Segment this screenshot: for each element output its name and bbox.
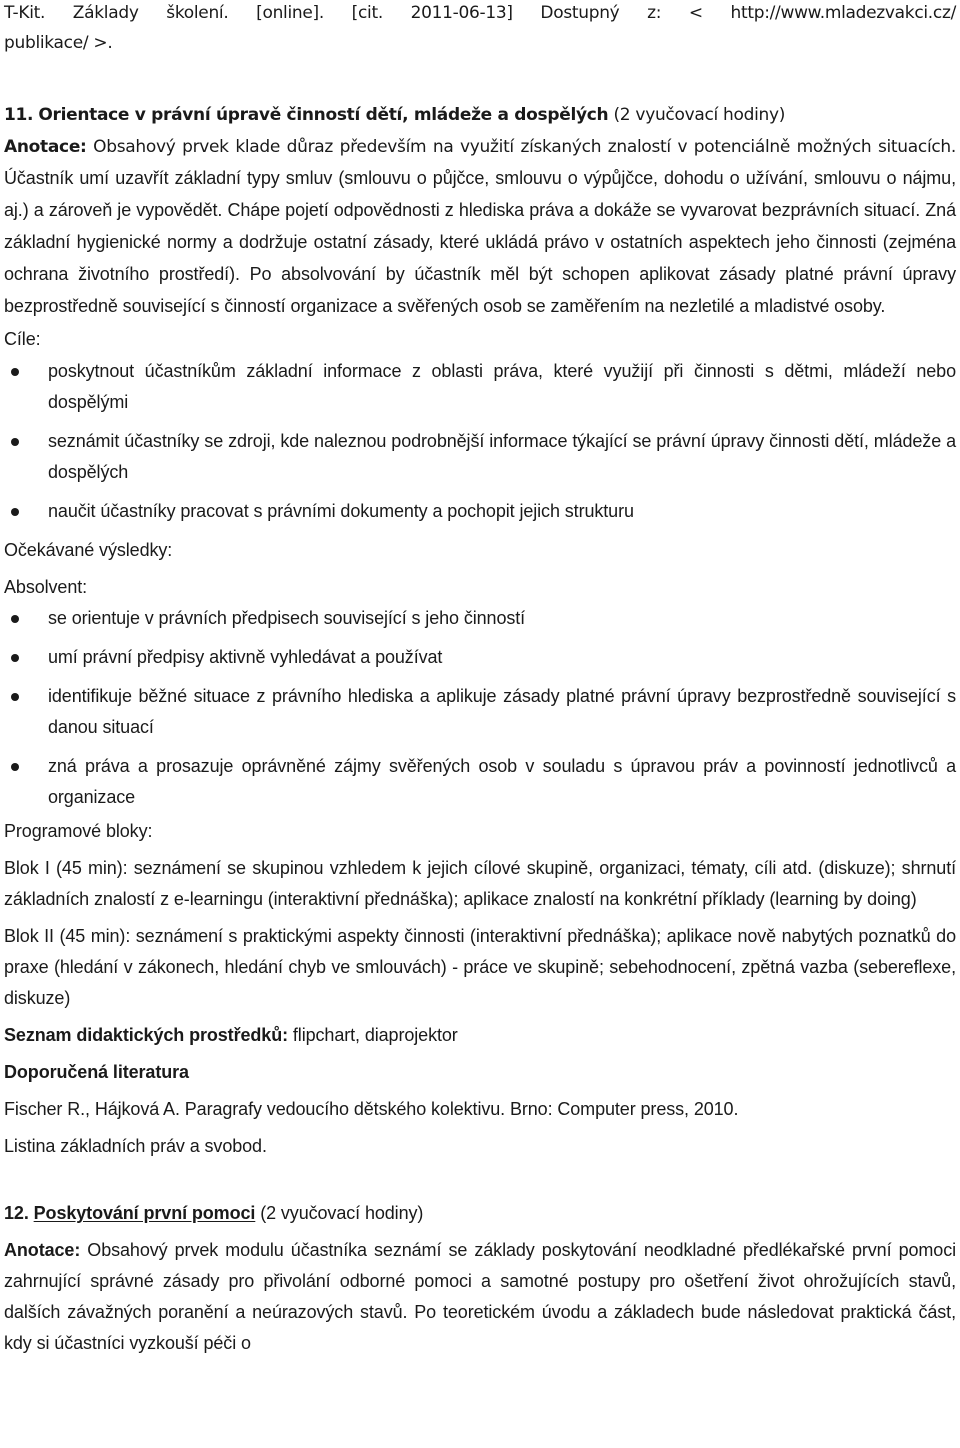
annotation-body-2: Zná základní hygienické normy a dodržuje ostatní zásady, které ukládá právo v ostatních aspektech jeho činnosti (zejména ochrana životního prostředí). Po absolvování by účastník měl být schopen aplikovat zásady platné právní úpravy bezprostředně související s činností organizace a svěřených osob se zaměřením na nezletilé a mladistvé osoby. [4,200,956,316]
list-item [4,496,956,527]
literature-item: Fischer R., Hájková A. Paragrafy vedoucího dětského kolektivu. Brno: Computer press, 2010. [4,1099,739,1119]
section-12-annotation [4,1235,956,1359]
list-item [4,751,956,813]
section-12-duration: (2 vyučovací hodiny) [255,1203,424,1223]
section-11-heading [4,100,956,131]
annotation-intro: Obsahový prvek klade důraz především na využití získaných znalostí v potenciálně možných situacích. [86,137,956,157]
program-blocks-label: Programové bloky: [4,821,153,841]
reference-line-2: publikace/ >. [4,33,113,53]
section-11-duration: (2 vyučovací hodiny) [608,105,786,125]
outcome-text: umí právní předpisy aktivně vyhledávat a používat [48,647,443,667]
outcomes-list [4,603,956,813]
list-item [4,603,956,634]
outcomes-label: Očekávané výsledky: [4,540,173,560]
goals-label: Cíle: [4,329,41,349]
list-item [4,356,956,418]
annotation-label: Anotace: [4,137,87,157]
section-11-number: 11. [4,105,34,125]
program-block-2: Blok II (45 min): seznámení s praktickými aspekty činnosti (interaktivní přednáška); aplikace nově nabytých poznatků do praxe (hledání v zákonech, hledání chyb ve smlouvách) - práce ve skupině; sebehodnocení, zpětná vazba (sebereflexe, diskuze) [4,926,956,1008]
reference-citation [4,0,956,58]
annotation-label: Anotace: [4,1240,81,1260]
list-item [4,681,956,743]
bullet-icon [11,615,19,623]
reference-line-1: T-Kit. Základy školení. [online]. [cit. 2011-06-13] Dostupný z: < http://www.mladezvakci.cz/ [4,3,956,23]
section-11-annotation [4,131,956,323]
annotation-body: Obsahový prvek modulu účastníka seznámí se základy poskytování neodkladné předlékařské první pomoci zahrnující správné zásady pro přivolání odborné pomoci a samotné postupy pro ošetření život ohrožujících stavů, dalších závažných poranění a neúrazových stavů. Po teoretickém úvodu a základech bude následovat praktická část, kdy si účastníci vyzkouší péči o [4,1240,956,1353]
outcome-text: zná práva a prosazuje oprávněné zájmy svěřených osob v souladu s úpravou práv a povinností jednotlivců a organizace [48,756,956,807]
bullet-icon [11,438,19,446]
didactic-tools [4,1020,956,1051]
list-item [4,642,956,673]
outcome-text: identifikuje běžné situace z právního hlediska a aplikuje zásady platné právní úpravy bezprostředně související s danou situací [48,686,956,737]
bullet-icon [11,654,19,662]
literature-item: Listina základních práv a svobod. [4,1136,267,1156]
program-block-1: Blok I (45 min): seznámení se skupinou vzhledem k jejich cílové skupině, organizaci, tématy, cíli atd. (diskuze); shrnutí základních znalostí z e-learningu (interaktivní přednáška); aplikace znalostí na konkrétní příklady (learning by doing) [4,858,956,909]
goal-text: poskytnout účastníkům základní informace z oblasti práva, které využijí při činnosti s dětmi, mládeží nebo dospělými [48,361,956,412]
graduate-label: Absolvent: [4,577,88,597]
outcome-text: se orientuje v právních předpisech související s jeho činností [48,608,526,628]
goal-text: seznámit účastníky se zdroji, kde naleznou podrobnější informace týkající se právní úpravy činnosti dětí, mládeže a dospělých [48,431,956,482]
didactic-tools-value: flipchart, diaprojektor [288,1025,458,1045]
goal-text: naučit účastníky pracovat s právními dokumenty a pochopit jejich strukturu [48,501,634,521]
section-11-title: Orientace v právní úpravě činností dětí, mládeže a dospělých [38,105,609,125]
document-page [4,0,956,1359]
annotation-body: Účastník umí uzavřít základní typy smluv (smlouvu o půjčce, smlouvu o výpůjčce, dohodu o užívání, smlouvu o nájmu, aj.) a zároveň je vypovědět. Chápe pojetí odpovědnosti z hlediska práva a dokáže se vyvarovat bezprávních situací. [4,168,956,220]
goals-list [4,356,956,527]
section-12-title: Poskytování první pomoci [33,1203,256,1223]
list-item [4,426,956,488]
literature-label: Doporučená literatura [4,1062,189,1082]
bullet-icon [11,368,19,376]
didactic-tools-label: Seznam didaktických prostředků: [4,1025,288,1045]
bullet-icon [11,763,19,771]
section-12-heading [4,1198,956,1229]
bullet-icon [11,508,19,516]
section-12-number: 12. [4,1203,29,1223]
bullet-icon [11,693,19,701]
